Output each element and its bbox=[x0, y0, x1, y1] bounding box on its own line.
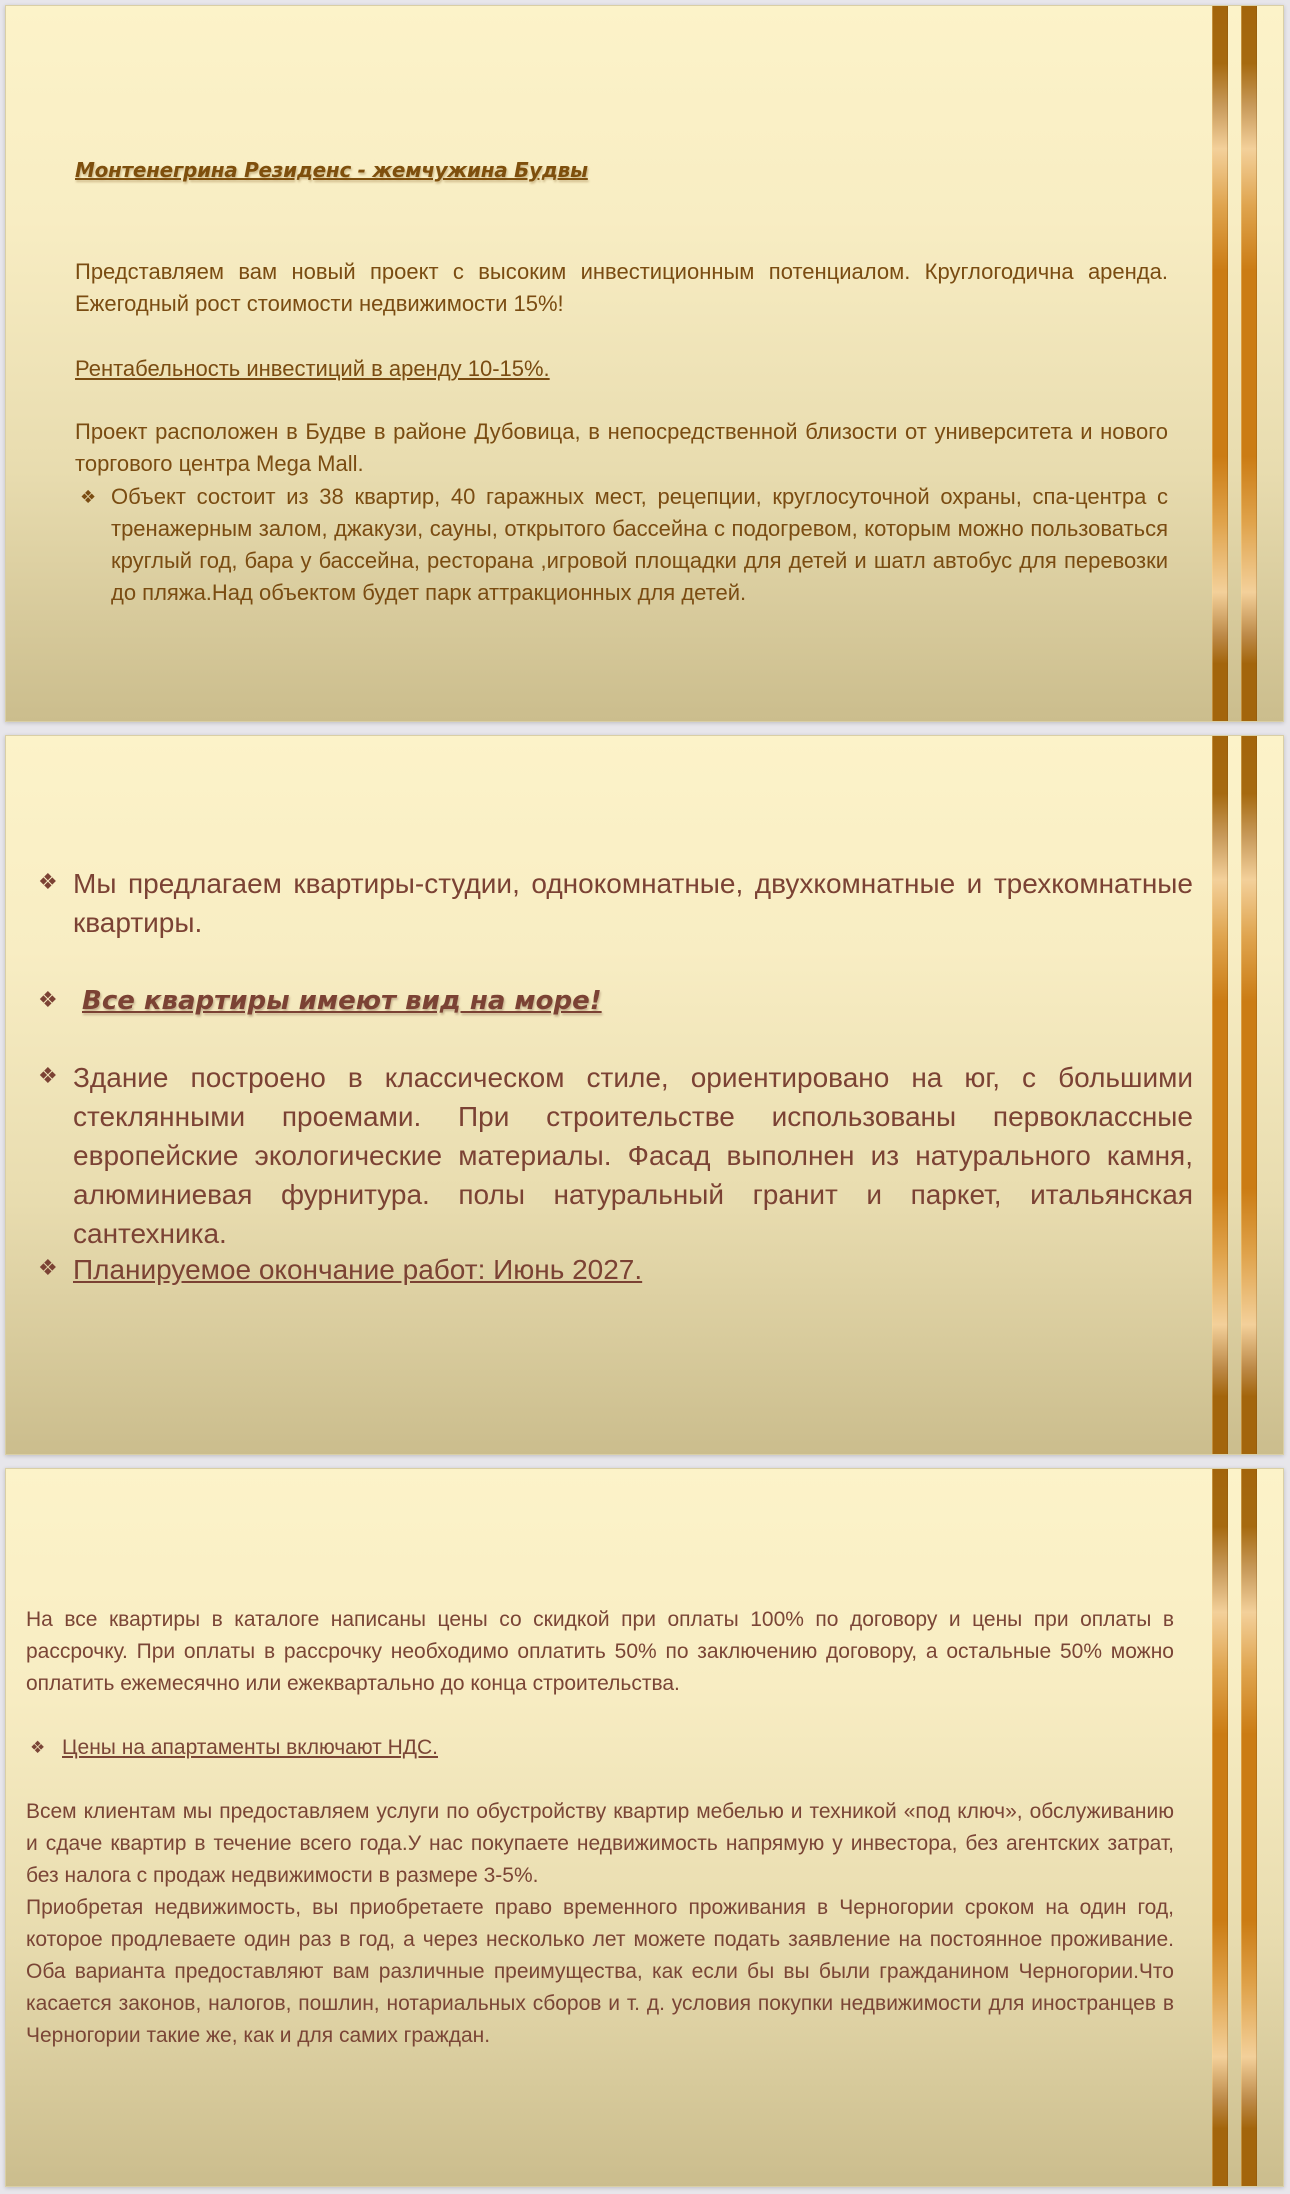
facilities-text: Объект состоит из 38 квартир, 40 гаражных мест, рецепции, круглосуточной охраны, спа-центра с тренажерным залом, джакузи, сауны, открытого бассейна с подогревом, которым можно пользоваться круглый год, бара у бассейна, ресторана ,игровой площадки для детей и шатл автобус для перевозки до пляжа.Над объектом будет парк аттракционных для детей. bbox=[111, 484, 1168, 605]
diamond-cluster-icon: ❖ bbox=[80, 487, 97, 507]
vat-text: Цены на апартаменты включают НДС. bbox=[62, 1736, 438, 1759]
decorative-gold-stripe bbox=[1241, 6, 1257, 721]
location-paragraph: Проект расположен в Будве в районе Дубовица, в непосредственной близости от университета и нового торгового центра Mega Mall. bbox=[75, 419, 1168, 476]
prices-paragraph: На все квартиры в каталоге написаны цены со скидкой при оплаты 100% по договору и цены при оплаты в рассрочку. При оплаты в рассрочку необходимо оплатить 50% по заключению договору, а остальные 50% можно оплатить ежемесячно или ежеквартально до конца строительства. bbox=[26, 1608, 1174, 1695]
roi-paragraph: Рентабельность инвестиций в аренду 10-15%. bbox=[75, 356, 550, 381]
residence-paragraph: Приобретая недвижимость, вы приобретаете право временного проживания в Черногории сроком на один год, которое продлеваете один раз в год, а через несколько лет можете подать заявление на постоянное проживание. Оба варианта предоставляют вам различные преимущества, как если бы вы были гражданином Черногории.Что касается законов, налогов, пошлин, нотариальных сборов и т. д. условия покупки недвижимости для иностранцев в Черногории такие же, как и для самих граждан. bbox=[26, 1896, 1174, 2047]
apartment-types-text: Мы предлагаем квартиры-студии, однокомнатные, двухкомнатные и трехкомнатные квартиры. bbox=[73, 868, 1193, 938]
decorative-gold-stripe bbox=[1241, 1469, 1257, 2186]
diamond-cluster-icon: ❖ bbox=[38, 987, 58, 1012]
building-text: Здание построено в классическом стиле, ориентировано на юг, с большими стеклянными проемами. При строительстве использованы первоклассные европейские экологические материалы. Фасад выполнен из натурального камня, алюминиевая фурнитура. полы натуральный гранит и паркет, итальянская сантехника. bbox=[73, 1062, 1193, 1249]
services-paragraph: Всем клиентам мы предоставляем услуги по обустройству квартир мебелью и техникой «под ключ», обслуживанию и сдаче квартир в течение всего года.У нас покупаете недвижимость напрямую у инвестора, без агентских затрат, без налога с продаж недвижимости в размере 3-5%. bbox=[26, 1800, 1174, 1887]
slide-title: Монтенегрина Резиденс - жемчужина Будвы bbox=[75, 158, 588, 182]
diamond-cluster-icon: ❖ bbox=[38, 869, 58, 894]
slide-2 bbox=[5, 735, 1284, 1455]
decorative-gold-stripe bbox=[1241, 736, 1257, 1454]
decorative-gold-stripe bbox=[1212, 6, 1228, 721]
intro-paragraph: Представляем вам новый проект с высоким инвестиционным потенциалом. Круглогодична аренда. Ежегодный рост стоимости недвижимости 15%! bbox=[75, 259, 1168, 316]
slide-1 bbox=[5, 5, 1284, 722]
diamond-cluster-icon: ❖ bbox=[38, 1255, 58, 1280]
diamond-cluster-icon: ❖ bbox=[30, 1738, 46, 1757]
sea-view-text: Все квартиры имеют вид на море! bbox=[82, 986, 602, 1016]
completion-text: Планируемое окончание работ: Июнь 2027. bbox=[73, 1254, 643, 1285]
slide-3 bbox=[5, 1468, 1284, 2187]
decorative-gold-stripe bbox=[1212, 1469, 1228, 2186]
diamond-cluster-icon: ❖ bbox=[38, 1063, 58, 1088]
decorative-gold-stripe bbox=[1212, 736, 1228, 1454]
